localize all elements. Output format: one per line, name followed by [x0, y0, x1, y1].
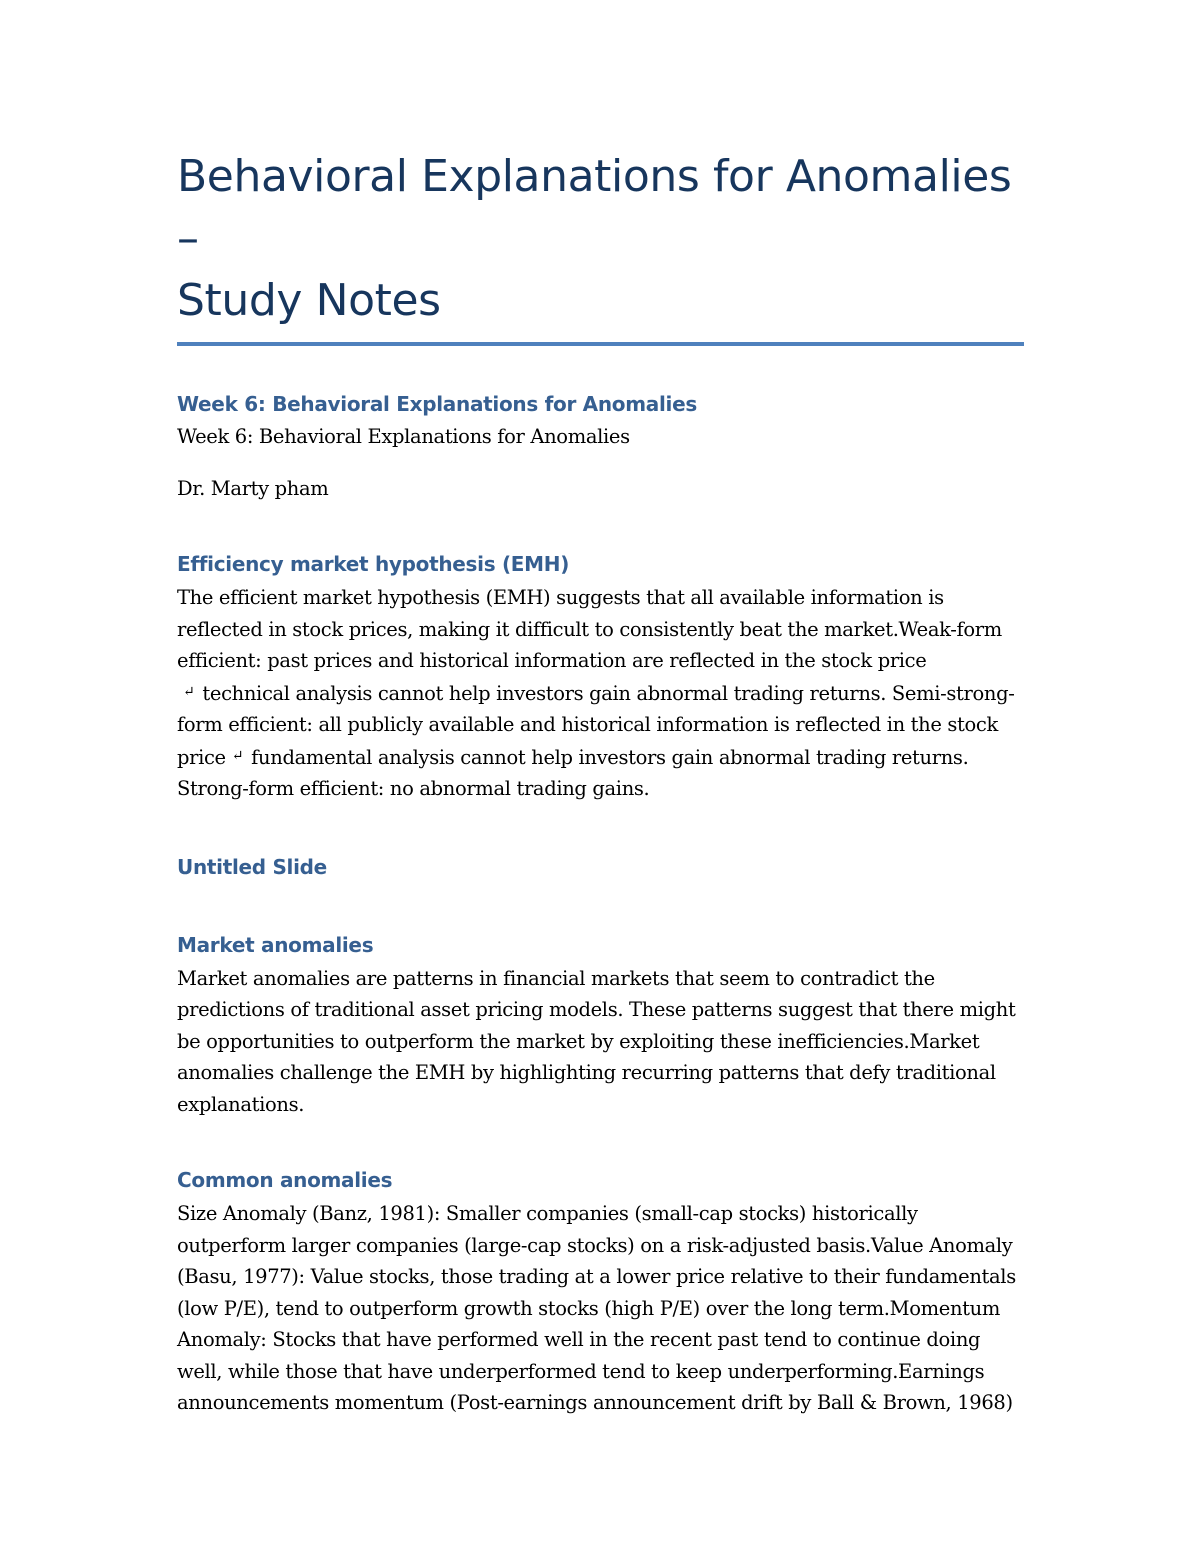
week-heading: Week 6: Behavioral Explanations for Anomalies: [177, 392, 697, 416]
emh-text-part-1: The efficient market hypothesis (EMH) suggests that all available information is reflected in stock prices, making it difficult to consistently beat the market.Weak-form efficient: past prices and historical information are reflected in the stock price: [177, 586, 1002, 672]
title-underline: [177, 342, 1024, 346]
common-anomalies-heading: Common anomalies: [177, 1168, 393, 1192]
title-line-2: Study Notes: [177, 275, 441, 326]
market-anomalies-heading: Market anomalies: [177, 932, 374, 957]
author-line: Dr. Marty pham: [177, 476, 329, 500]
emh-text-part-3: fundamental analysis cannot help investors gain abnormal trading returns. Strong-form efficient: no abnormal trading gains.: [177, 745, 969, 800]
return-arrow-icon: ↵: [231, 747, 244, 764]
market-anomalies-paragraph: Market anomalies are patterns in financial markets that seem to contradict the predictions of traditional asset pricing models. These patterns suggest that there might be opportunities to outperform the market by exploiting these inefficiencies.Market anomalies challenge the EMH by highlighting recurring patterns that defy traditional explanations.: [177, 966, 1016, 1116]
emh-heading: Efficiency market hypothesis (EMH): [177, 552, 570, 576]
common-anomalies-paragraph: Size Anomaly (Banz, 1981): Smaller companies (small-cap stocks) historically outperform larger companies (large-cap stocks) on a risk-adjusted basis.Value Anomaly (Basu, 1977): Value stocks, those trading at a lower price relative to their fundamentals (low P/E), tend to outperform growth stocks (high P/E) over the long term.Momentum Anomaly: Stocks that have performed well in the recent past tend to continue doing well, while those that have underperformed tend to keep underperforming.Earnings announcements momentum (Post-earnings announcement drift by Ball & Brown, 1968): [177, 1202, 1016, 1414]
emh-text-part-2: technical analysis cannot help investors gain abnormal trading returns. Semi-strong-form efficient: all publicly available and historical information is reflected in the stock price: [177, 681, 1015, 769]
week-line: Week 6: Behavioral Explanations for Anomalies: [177, 425, 630, 448]
emh-paragraph: [177, 582, 1025, 805]
untitled-slide-heading: Untitled Slide: [177, 854, 327, 879]
document-page: [177, 146, 1025, 1419]
return-arrow-icon: ↵: [183, 683, 195, 700]
document-title: [177, 146, 1025, 332]
title-line-1: Behavioral Explanations for Anomalies –: [177, 151, 1012, 264]
